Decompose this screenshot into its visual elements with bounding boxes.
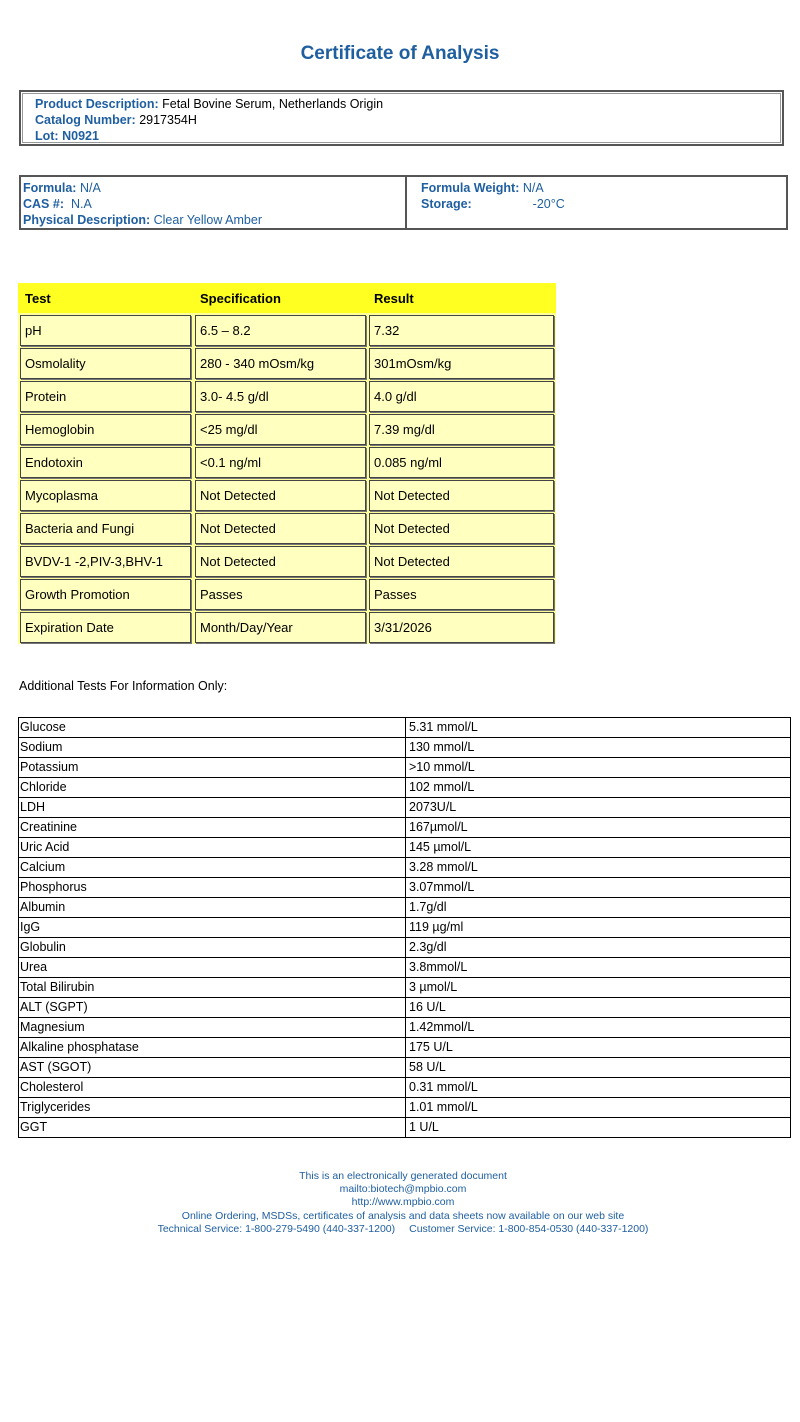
additional-test-value: 1.42mmol/L	[405, 1018, 474, 1037]
product-description-line	[35, 96, 782, 112]
additional-test-value: 58 U/L	[405, 1058, 446, 1077]
additional-test-row	[19, 938, 790, 958]
additional-test-row	[19, 858, 790, 878]
additional-test-row	[19, 998, 790, 1018]
additional-test-row	[19, 1038, 790, 1058]
cas-label: CAS #:	[23, 197, 64, 211]
spec-specification-cell: Month/Day/Year	[195, 612, 366, 643]
additional-test-name: Albumin	[20, 900, 66, 914]
spec-specification-cell: Not Detected	[195, 480, 366, 511]
spec-row	[20, 348, 554, 379]
additional-test-value: 119 µg/ml	[405, 918, 463, 937]
additional-test-row	[19, 918, 790, 938]
cas-value: N.A	[70, 197, 92, 211]
additional-test-value: >10 mmol/L	[405, 758, 475, 777]
technical-service: Technical Service: 1-800-279-5490 (440-337-1200)	[157, 1222, 396, 1235]
spec-test-cell: Endotoxin	[20, 447, 191, 478]
spec-result-cell: 4.0 g/dl	[369, 381, 554, 412]
spec-row	[20, 612, 554, 643]
additional-test-row	[19, 818, 790, 838]
spec-result-cell: 3/31/2026	[369, 612, 554, 643]
spec-result-cell: Not Detected	[369, 480, 554, 511]
additional-test-name: Sodium	[20, 740, 63, 754]
additional-test-name: ALT (SGPT)	[20, 1000, 88, 1014]
spec-specification-cell: Not Detected	[195, 546, 366, 577]
spec-test-cell: Protein	[20, 381, 191, 412]
additional-test-name: Chloride	[20, 780, 67, 794]
physical-value: Clear Yellow Amber	[153, 213, 263, 227]
spec-row	[20, 381, 554, 412]
formula-label: Formula:	[23, 181, 77, 195]
additional-test-value: 16 U/L	[405, 998, 446, 1017]
additional-test-value: 145 µmol/L	[405, 838, 471, 857]
lot-line	[35, 128, 782, 144]
physical-label: Physical Description:	[23, 213, 151, 227]
additional-tests-table	[18, 717, 791, 1138]
footer	[0, 1170, 800, 1236]
spec-test-cell: pH	[20, 315, 191, 346]
additional-test-name: Urea	[20, 960, 48, 974]
product-description-label: Product Description:	[35, 97, 159, 111]
additional-test-value: 1.7g/dl	[405, 898, 447, 917]
additional-test-name: Phosphorus	[20, 880, 87, 894]
spec-specification-cell: 280 - 340 mOsm/kg	[195, 348, 366, 379]
additional-test-row	[19, 1118, 790, 1137]
additional-test-name: Alkaline phosphatase	[20, 1040, 139, 1054]
additional-tests-label: Additional Tests For Information Only:	[19, 679, 228, 693]
spec-row	[20, 447, 554, 478]
additional-test-value: 2073U/L	[405, 798, 456, 817]
spec-result-cell: Not Detected	[369, 513, 554, 544]
properties-right	[405, 177, 785, 228]
additional-test-value: 130 mmol/L	[405, 738, 474, 757]
specification-table	[18, 283, 556, 644]
additional-test-row	[19, 1078, 790, 1098]
spec-row	[20, 579, 554, 610]
additional-test-value: 3.8mmol/L	[405, 958, 467, 977]
spec-result-cell: Passes	[369, 579, 554, 610]
spec-row	[20, 414, 554, 445]
additional-test-name: Cholesterol	[20, 1080, 84, 1094]
spec-test-cell: Growth Promotion	[20, 579, 191, 610]
additional-test-value: 3.28 mmol/L	[405, 858, 478, 877]
additional-test-name: Calcium	[20, 860, 66, 874]
additional-test-value: 175 U/L	[405, 1038, 453, 1057]
additional-test-row	[19, 958, 790, 978]
header-specification: Specification	[200, 291, 281, 306]
additional-test-value: 3.07mmol/L	[405, 878, 474, 897]
additional-test-row	[19, 798, 790, 818]
additional-test-row	[19, 778, 790, 798]
page-title: Certificate of Analysis	[300, 43, 500, 64]
additional-test-name: LDH	[20, 800, 46, 814]
additional-test-row	[19, 758, 790, 778]
product-info-box	[19, 90, 784, 146]
spec-row	[20, 513, 554, 544]
spec-specification-cell: <0.1 ng/ml	[195, 447, 366, 478]
spec-test-cell: BVDV-1 -2,PIV-3,BHV-1	[20, 546, 191, 577]
spec-result-cell: 7.32	[369, 315, 554, 346]
spec-row	[20, 315, 554, 346]
additional-test-row	[19, 1098, 790, 1118]
spec-test-cell: Expiration Date	[20, 612, 191, 643]
spec-result-cell: 301mOsm/kg	[369, 348, 554, 379]
spec-specification-cell: 3.0- 4.5 g/dl	[195, 381, 366, 412]
header-test: Test	[25, 291, 51, 306]
additional-test-row	[19, 898, 790, 918]
additional-test-value: 5.31 mmol/L	[405, 718, 478, 737]
spec-row	[20, 546, 554, 577]
footer-service-line	[0, 1223, 800, 1236]
footer-line-1: This is an electronically generated document	[299, 1170, 507, 1182]
spec-test-cell: Mycoplasma	[20, 480, 191, 511]
spec-test-cell: Hemoglobin	[20, 414, 191, 445]
additional-test-row	[19, 1018, 790, 1038]
additional-test-value: 102 mmol/L	[405, 778, 474, 797]
catalog-line	[35, 112, 782, 128]
spec-result-cell: 7.39 mg/dl	[369, 414, 554, 445]
storage-label: Storage:	[421, 197, 472, 211]
additional-test-row	[19, 738, 790, 758]
additional-test-name: Creatinine	[20, 820, 77, 834]
additional-test-value: 1.01 mmol/L	[405, 1098, 478, 1117]
footer-email-link[interactable]: mailto:biotech@mpbio.com	[339, 1183, 467, 1196]
footer-website-link[interactable]: http://www.mpbio.com	[351, 1196, 455, 1209]
spec-specification-cell: Passes	[195, 579, 366, 610]
catalog-value: 2917354H	[139, 113, 197, 127]
additional-test-name: Total Bilirubin	[20, 980, 95, 994]
additional-test-row	[19, 1058, 790, 1078]
header-result: Result	[374, 291, 414, 306]
additional-test-name: IgG	[20, 920, 41, 934]
additional-test-name: Potassium	[20, 760, 79, 774]
spec-specification-cell: 6.5 – 8.2	[195, 315, 366, 346]
additional-test-value: 3 µmol/L	[405, 978, 457, 997]
properties-box	[19, 175, 788, 230]
formula-weight-value: N/A	[522, 181, 544, 195]
spec-specification-cell: Not Detected	[195, 513, 366, 544]
storage-value: -20°C	[532, 197, 565, 211]
spec-result-cell: 0.085 ng/ml	[369, 447, 554, 478]
specification-table-header	[18, 283, 556, 313]
additional-test-name: Uric Acid	[20, 840, 70, 854]
additional-test-row	[19, 978, 790, 998]
lot-label: Lot:	[35, 129, 59, 143]
properties-left	[23, 180, 262, 228]
spec-row	[20, 480, 554, 511]
additional-test-name: Magnesium	[20, 1020, 85, 1034]
formula-value: N/A	[79, 181, 101, 195]
additional-test-value: 2.3g/dl	[405, 938, 447, 957]
additional-test-row	[19, 878, 790, 898]
formula-weight-label: Formula Weight:	[421, 181, 520, 195]
spec-test-cell: Osmolality	[20, 348, 191, 379]
spec-test-cell: Bacteria and Fungi	[20, 513, 191, 544]
additional-test-name: Triglycerides	[20, 1100, 91, 1114]
additional-test-value: 1 U/L	[405, 1118, 439, 1137]
additional-test-row	[19, 838, 790, 858]
additional-test-name: AST (SGOT)	[20, 1060, 92, 1074]
catalog-label: Catalog Number:	[35, 113, 136, 127]
additional-test-value: 167µmol/L	[405, 818, 468, 837]
additional-test-name: Globulin	[20, 940, 66, 954]
product-description-value: Fetal Bovine Serum, Netherlands Origin	[162, 97, 384, 111]
additional-test-row	[19, 718, 790, 738]
additional-test-value: 0.31 mmol/L	[405, 1078, 478, 1097]
customer-service: Customer Service: 1-800-854-0530 (440-337-1200)	[409, 1222, 649, 1235]
lot-value: N0921	[62, 129, 99, 143]
footer-line-4: Online Ordering, MSDSs, certificates of analysis and data sheets now available on our web site	[181, 1209, 625, 1222]
additional-test-name: GGT	[20, 1120, 48, 1134]
spec-specification-cell: <25 mg/dl	[195, 414, 366, 445]
additional-test-name: Glucose	[20, 720, 66, 734]
spec-result-cell: Not Detected	[369, 546, 554, 577]
